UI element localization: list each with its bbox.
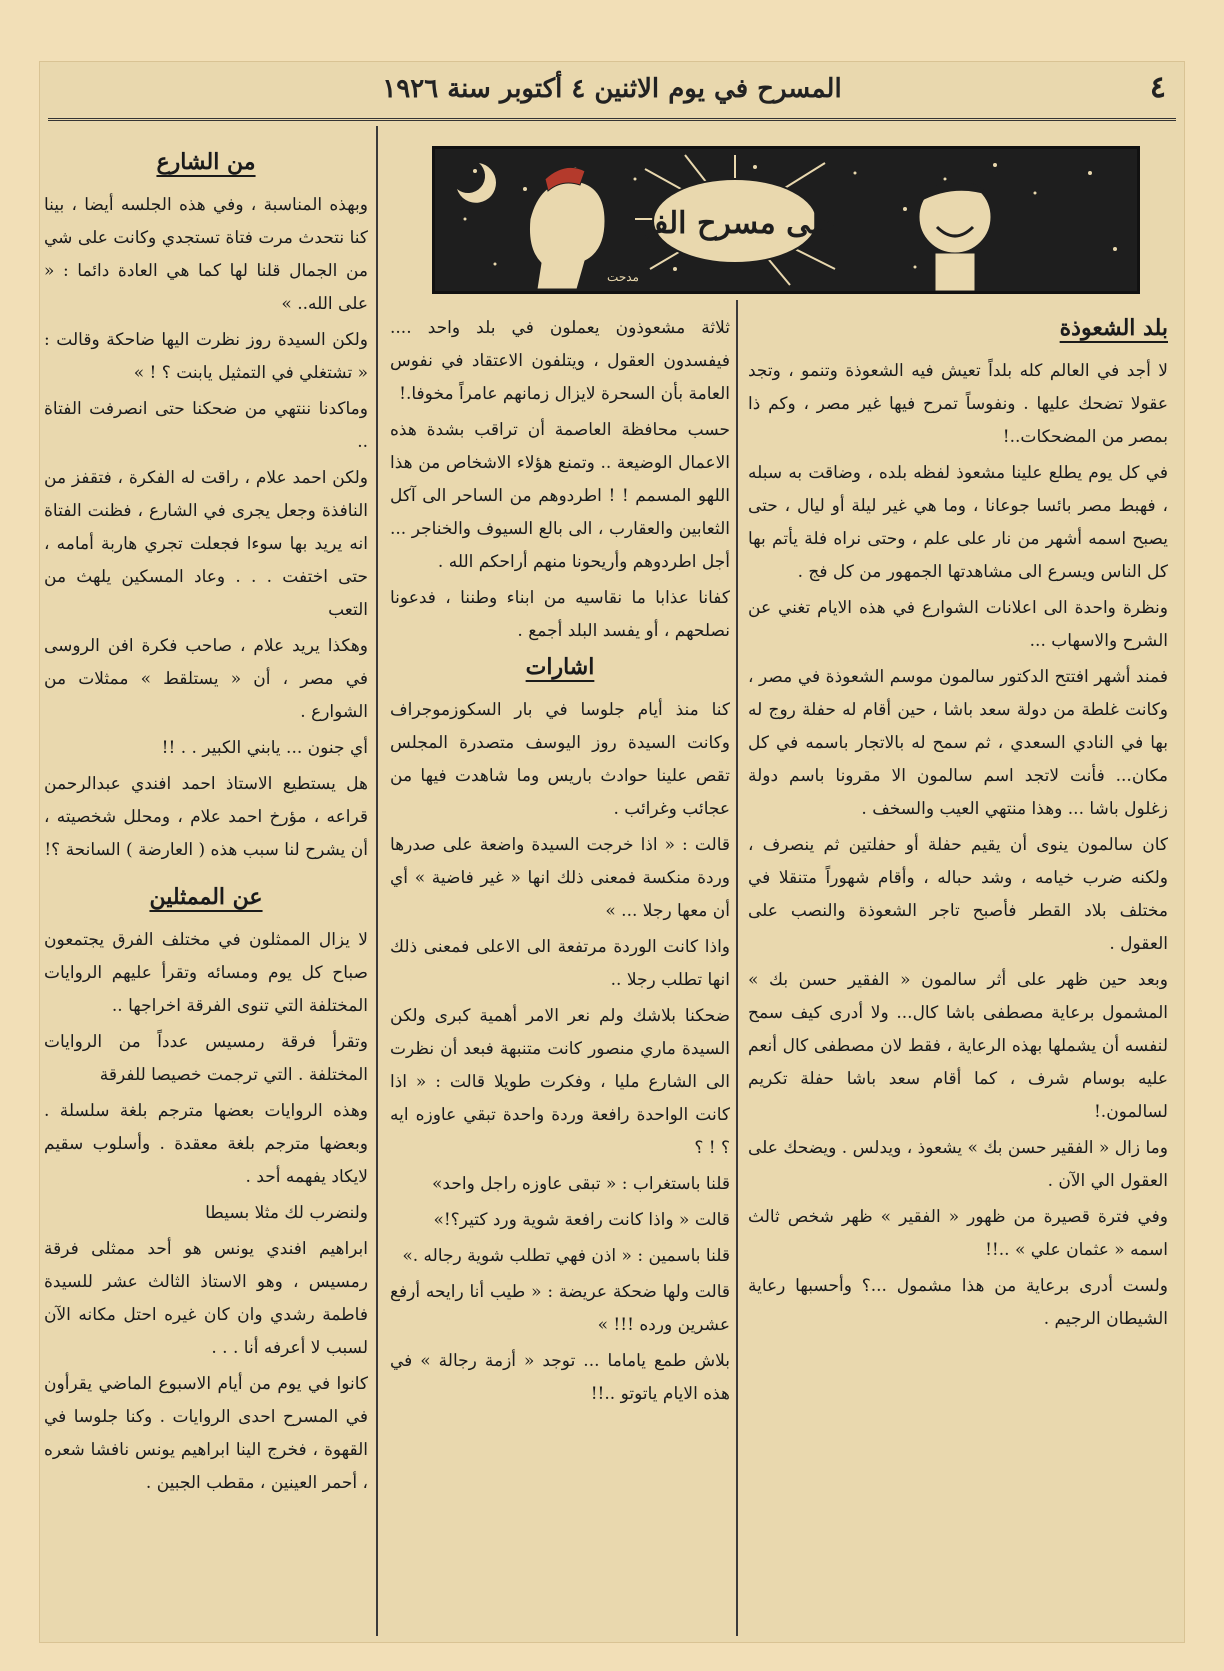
newspaper-page [40, 62, 1184, 1642]
paragraph: لا أجد في العالم كله بلداً تعيش فيه الشعوذة وتنمو ، وتجد عقولا تضحك عليها . ونفوساً تمرح فيها غير مصر ، وكم ذا بمصر من المضحكات..! [748, 361, 1168, 447]
paragraph: وهذه الروايات بعضها مترجم بلغة سلسلة . وبعضها مترجم بلغة معقدة . وأسلوب سقيم لايكاد يفهمه أحد . [44, 1101, 368, 1187]
paragraph: وبعد حين ظهر على أثر سالمون « الفقير حسن بك » المشمول برعاية مصطفى باشا كال... ولا أدرى كيف سمح لنفسه أن يشملها بهذه الرعاية ، فقط لان مصطفى كال أنعم عليه بوسام شرف ، كما أقام سعد باشا حفلة تكريم لسالمون.! [748, 970, 1168, 1122]
paragraph: قلنا باستغراب : « تبقى عاوزه راجل واحد» [432, 1174, 730, 1194]
paragraph: قالت ولها ضحكة عريضة : « طيب أنا رايحه أرفع عشرين ورده !!! » [390, 1282, 730, 1335]
banner-illustration [435, 149, 1137, 291]
paragraph: وفي فترة قصيرة من ظهور « الفقير » ظهر شخص ثالث اسمه « عثمان علي » ..!! [748, 1207, 1168, 1260]
masthead-banner [432, 146, 1140, 294]
paragraph: وما زال « الفقير حسن بك » يشعوذ ، ويدلس . ويضحك على العقول الي الآن . [748, 1138, 1168, 1191]
article-left-column [44, 146, 368, 1503]
banner-signature: مدحت [607, 270, 639, 284]
header-rule [48, 118, 1176, 125]
paragraph: قلنا باسمين : « اذن فهي تطلب شوية رجاله .» [402, 1246, 730, 1266]
article-heading-from-street: من الشارع [156, 149, 256, 175]
page-header [40, 70, 1184, 112]
paragraph: وهكذا يريد علام ، صاحب فكرة افن الروسى في مصر ، أن « يستلقط » ممثلات من الشوارع . [44, 636, 368, 722]
paragraph: ثلاثة مشعوذون يعملون في بلد واحد .... فيفسدون العقول ، ويتلفون الاعتقاد في نفوس العامة بأن السحرة لايزال زمانهم عامراً مخوفا.! [390, 318, 730, 404]
paragraph: أي جنون ... يابني الكبير . . !! [161, 738, 368, 758]
paragraph: ولكن احمد علام ، راقت له الفكرة ، فتقفز من النافذة وجعل يجرى في الشارع ، فظنت الفتاة انه يريد بها سوءا فجعلت تجري هاربة أمامه ، حتى اختفت . . . وعاد المسكين يلهث من التعب [44, 468, 368, 620]
paragraph: بلاش طمع ياماما ... توجد « أزمة رجالة » في هذه الايام ياتوتو ..!! [390, 1351, 730, 1404]
paragraph: ولكن السيدة روز نظرت اليها ضاحكة وقالت : « تشتغلي في التمثيل يابنت ؟ ! » [44, 330, 368, 383]
paragraph: لا يزال الممثلون في مختلف الفرق يجتمعون صباح كل يوم ومسائه وتقرأ عليهم الروايات المختلفة التي تنوى الفرقة اخراجها .. [44, 930, 368, 1016]
paragraph: كان سالمون ينوى أن يقيم حفلة أو حفلتين ثم ينصرف ، ولكنه ضرب خيامه ، وشد حباله ، وأقام شهوراً متنقلا في مختلف بلاد القطر فأصبح تاجر الشعوذة والنصب على العقول . [748, 835, 1168, 954]
paragraph: كفانا عذابا ما نقاسيه من ابناء وطننا ، فدعونا نصلحهم ، أو يفسد البلد أجمع . [390, 588, 730, 641]
article-heading-signals: اشارات [525, 654, 595, 680]
article-right-column [748, 312, 1168, 1339]
paragraph: قالت : « اذا خرجت السيدة واضعة على صدرها وردة منكسة فمعنى ذلك انها « غير فاضية » أي أن معها رجلا ... » [390, 835, 730, 921]
paragraph: كنا منذ أيام جلوسا في بار السكوزموجراف وكانت السيدة روز اليوسف متصدرة المجلس تقص علينا حوادث باريس وما شاهدت فيها من عجائب وغرائب . [390, 700, 730, 819]
article-middle-column [390, 312, 730, 1414]
page-number: ٤ [1149, 70, 1166, 105]
issue-date-line: المسرح في يوم الاثنين ٤ أكتوبر سنة ١٩٢٦ [382, 74, 842, 104]
paragraph: ولنضرب لك مثلا بسيطا [205, 1203, 368, 1223]
article-heading-about-actors: عن الممثلين [149, 884, 263, 910]
paragraph: كانوا في يوم من أيام الاسبوع الماضي يقرأون في المسرح احدى الروايات . وكنا جلوسا في القهوة ، فخرج الينا ابراهيم يونس نافشا شعره ، أحمر العينين ، مقطب الجبين . [44, 1374, 368, 1493]
paragraph: ضحكنا بلاشك ولم نعر الامر أهمية كبرى ولكن السيدة ماري منصور كانت متنبهة فبعد أن نظرت الى الشارع مليا ، وفكرت طويلا قالت : « اذا كانت الواحدة رافعة وردة واحدة تبقي عاوزه ايه ؟ ! ؟ [390, 1006, 730, 1158]
paragraph: في كل يوم يطلع علينا مشعوذ لفظه بلده ، وضاقت به سبله ، فهبط مصر بائسا جوعانا ، وما هي غير ليلة أو ليال ، حتى يصبح اسمه أشهر من نار على علم ، وحتى نراه فلة يأتم بها كل الناس ويسرع الى مشاهدتها الجمهور من كل فج . [748, 463, 1168, 582]
column-divider-right [736, 300, 738, 1636]
paragraph: قالت « واذا كانت رافعة شوية ورد كتير؟!» [433, 1210, 730, 1230]
paragraph: وبهذه المناسبة ، وفي هذه الجلسه أيضا ، بينا كنا نتحدث مرت فتاة تستجدي وكانت على شي من الجمال قلنا لها كما هي العادة دائما : « على الله.. » [44, 195, 368, 314]
article-heading-sorcery-country: بلد الشعوذة [1059, 315, 1168, 341]
paragraph: فمند أشهر افتتح الدكتور سالمون موسم الشعوذة في مصر ، وكانت غلطة من دولة سعد باشا ، حين أقام له حفلة روج له بها في النادي السعدي ، ثم سمح له بالاتجار باسمه في كل مكان... فأنت لاتجد اسم سالمون الا مقرونا باسم دولة زغلول باشا ... وهذا منتهي العيب والسخف . [748, 667, 1168, 819]
paragraph: هل يستطيع الاستاذ احمد افندي عبدالرحمن قراعه ، مؤرخ احمد علام ، ومحلل شخصيته ، أن يشرح لنا سبب هذه ( العارضة ) السانحة ؟! [44, 774, 368, 860]
paragraph: ونظرة واحدة الى اعلانات الشوارع في هذه الايام تغني عن الشرح والاسهاب ... [748, 598, 1168, 651]
paragraph: وتقرأ فرقة رمسيس عدداً من الروايات المختلفة . التي ترجمت خصيصا للفرقة [44, 1032, 368, 1085]
paragraph: وماكدنا ننتهي من ضحكنا حتى انصرفت الفتاة .. [44, 399, 368, 452]
paragraph: واذا كانت الوردة مرتفعة الى الاعلى فمعنى ذلك انها تطلب رجلا .. [390, 937, 730, 990]
banner-title: على مسرح الفن [631, 206, 839, 241]
column-divider-left [376, 126, 378, 1636]
paragraph: حسب محافظة العاصمة أن تراقب بشدة هذه الاعمال الوضيعة .. وتمنع هؤلاء الاشخاص من هذا اللهو المسمم ! ! اطردوهم من الساحر الى آكل الثعابين والعقارب ، الى بالع السيوف والخناجر ... أجل اطردوهم وأريحونا منهم أراحكم الله . [390, 420, 730, 572]
paragraph: ابراهيم افندي يونس هو أحد ممثلى فرقة رمسيس ، وهو الاستاذ الثالث عشر للسيدة فاطمة رشدي وان كان غيره احتل مكانه الآن لسبب لا أعرفه أنا . . . [44, 1239, 368, 1358]
paragraph: ولست أدرى برعاية من هذا مشمول ...؟ وأحسبها رعاية الشيطان الرجيم . [748, 1276, 1168, 1329]
